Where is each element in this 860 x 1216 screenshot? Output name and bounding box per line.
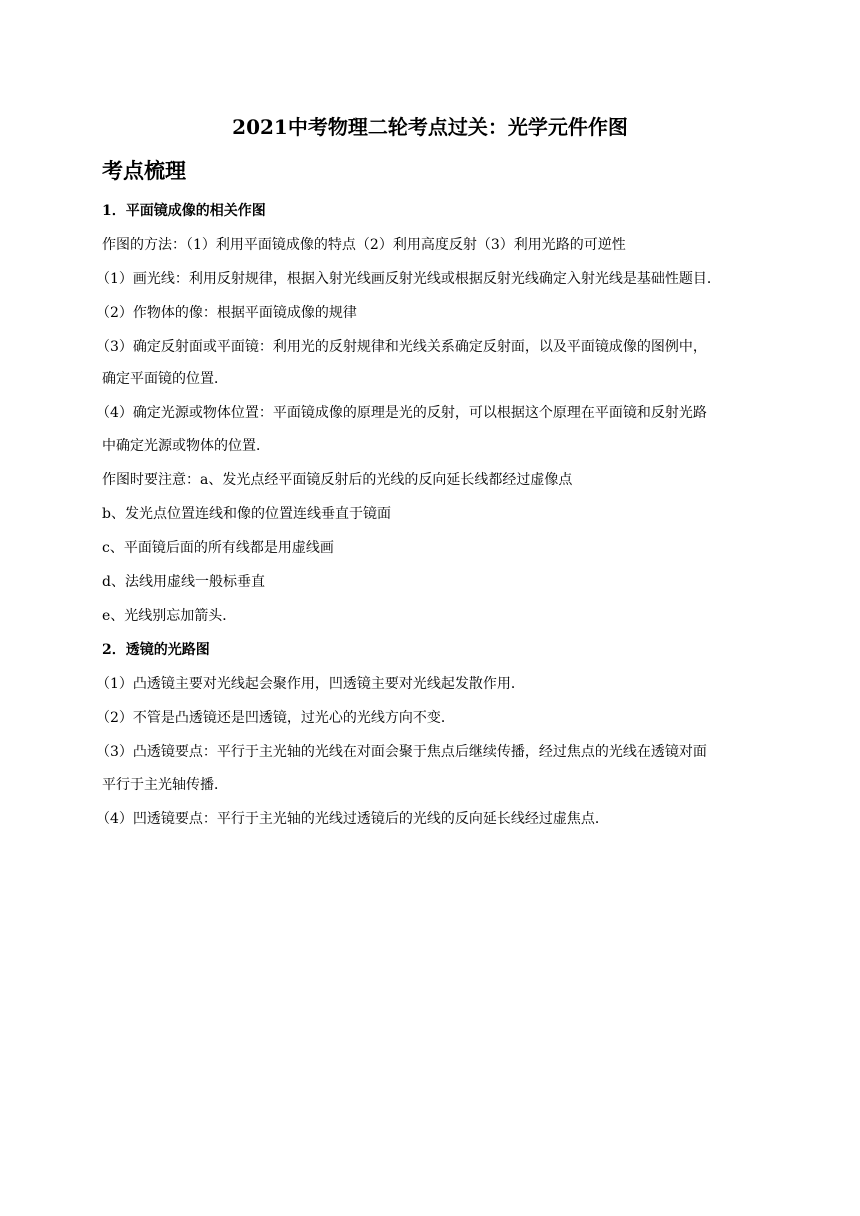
part1-note-c: c、平面镜后面的所有线都是用虚线画 — [102, 540, 334, 556]
part2-item1: （1）凸透镜主要对光线起会聚作用，凹透镜主要对光线起发散作用． — [96, 676, 525, 692]
part1-item2: （2）作物体的像：根据平面镜成像的规律 — [96, 305, 357, 321]
part1-note-b: b、发光点位置连线和像的位置连线垂直于镜面 — [102, 506, 391, 522]
part1-note-a: 作图时要注意：a、发光点经平面镜反射后的光线的反向延长线都经过虚像点 — [102, 472, 573, 488]
part2-item3-line2: 平行于主光轴传播． — [102, 777, 228, 793]
part1-item3-line1: （3）确定反射面或平面镜：利用光的反射规律和光线关系确定反射面，以及平面镜成像的图例中， — [96, 339, 707, 355]
part2-item3-line1: （3）凸透镜要点：平行于主光轴的光线在对面会聚于焦点后继续传播，经过焦点的光线在透镜对面 — [96, 744, 707, 760]
part1-note-d: d、法线用虚线一般标垂直 — [102, 574, 265, 590]
part1-item3-line2: 确定平面镜的位置． — [102, 371, 228, 387]
document-title: 2021中考物理二轮考点过关：光学元件作图 — [232, 115, 628, 139]
part1-note-e: e、光线别忘加箭头． — [102, 608, 237, 624]
part2-item2: （2）不管是凸透镜还是凹透镜，过光心的光线方向不变． — [96, 710, 455, 726]
part2-item4: （4）凹透镜要点：平行于主光轴的光线过透镜后的光线的反向延长线经过虚焦点． — [96, 811, 609, 827]
part1-methods: 作图的方法：（1）利用平面镜成像的特点（2）利用高度反射（3）利用光路的可逆性 — [102, 237, 626, 253]
part2-heading: 2．透镜的光路图 — [102, 642, 210, 658]
section-heading: 考点梳理 — [102, 159, 186, 183]
part1-item4-line1: （4）确定光源或物体位置：平面镜成像的原理是光的反射，可以根据这个原理在平面镜和反射光路 — [96, 405, 707, 421]
part1-item1: （1）画光线：利用反射规律，根据入射光线画反射光线或根据反射光线确定入射光线是基础性题目． — [96, 271, 721, 287]
part1-item4-line2: 中确定光源或物体的位置． — [102, 438, 270, 454]
part1-heading: 1．平面镜成像的相关作图 — [102, 203, 266, 219]
